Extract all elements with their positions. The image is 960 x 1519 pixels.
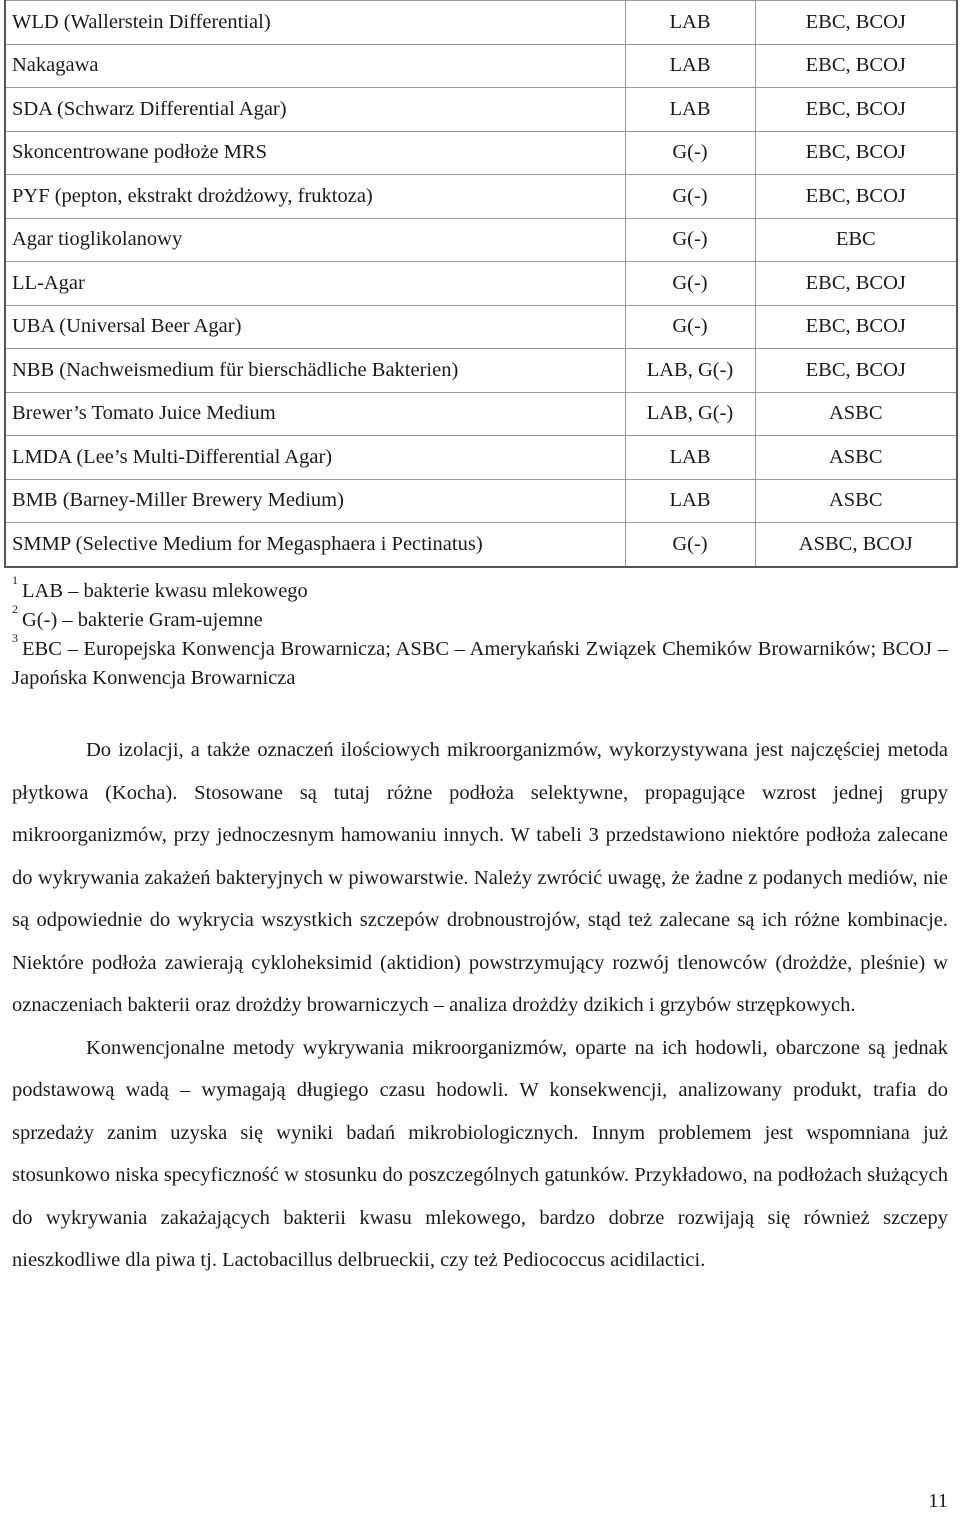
conventions-cell: EBC, BCOJ	[755, 349, 957, 393]
organisms-cell: G(-)	[625, 305, 755, 349]
footnote-1	[12, 573, 948, 606]
organisms-cell: G(-)	[625, 218, 755, 262]
organisms-cell: G(-)	[625, 175, 755, 219]
table-row	[5, 44, 957, 88]
table-row	[5, 131, 957, 175]
table-row	[5, 436, 957, 480]
organisms-cell: LAB	[625, 88, 755, 132]
page-number: 11	[928, 1490, 948, 1512]
conventions-cell: ASBC	[755, 479, 957, 523]
footnote-3	[12, 631, 948, 693]
conventions-cell: EBC, BCOJ	[755, 88, 957, 132]
conventions-cell: EBC, BCOJ	[755, 305, 957, 349]
table-row	[5, 305, 957, 349]
table-row	[5, 523, 957, 567]
footnote-mark: 2	[12, 602, 18, 616]
table-body	[5, 1, 957, 567]
medium-name-cell: Agar tioglikolanowy	[5, 218, 625, 262]
table-row	[5, 218, 957, 262]
conventions-cell: EBC	[755, 218, 957, 262]
organisms-cell: G(-)	[625, 523, 755, 567]
conventions-cell: EBC, BCOJ	[755, 1, 957, 45]
conventions-cell: EBC, BCOJ	[755, 131, 957, 175]
organisms-cell: LAB	[625, 479, 755, 523]
medium-name-cell: UBA (Universal Beer Agar)	[5, 305, 625, 349]
medium-name-cell: Skoncentrowane podłoże MRS	[5, 131, 625, 175]
footnote-mark: 1	[12, 573, 18, 587]
conventions-cell: ASBC	[755, 436, 957, 480]
footnote-mark: 3	[12, 631, 18, 645]
body-text	[12, 729, 948, 1282]
conventions-cell: EBC, BCOJ	[755, 44, 957, 88]
medium-name-cell: Nakagawa	[5, 44, 625, 88]
table-footnotes	[12, 573, 948, 693]
organisms-cell: G(-)	[625, 262, 755, 306]
medium-name-cell: BMB (Barney-Miller Brewery Medium)	[5, 479, 625, 523]
table-row	[5, 175, 957, 219]
organisms-cell: LAB	[625, 436, 755, 480]
organisms-cell: LAB, G(-)	[625, 392, 755, 436]
table-row	[5, 479, 957, 523]
table-row	[5, 262, 957, 306]
paragraph: Do izolacji, a także oznaczeń ilościowych mikroorganizmów, wykorzystywana jest najczęściej metoda płytkowa (Kocha). Stosowane są tutaj różne podłoża selektywne, propagujące wzrost jednej grupy mikroorganizmów, przy jednoczesnym hamowaniu innych. W tabeli 3 przedstawiono niektóre podłoża zalecane do wykrywania zakażeń bakteryjnych w piwowarstwie. Należy zwrócić uwagę, że żadne z podanych mediów, nie są odpowiednie do wykrycia wszystkich szczepów drobnoustrojów, stąd też zalecane są ich różne kombinacje. Niektóre podłoża zawierają cykloheksimid (aktidion) powstrzymujący rozwój tlenowców (drożdże, pleśnie) w oznaczeniach bakterii oraz drożdży browarniczych – analiza drożdży dzikich i grzybów strzępkowych.	[12, 739, 948, 1016]
table-row	[5, 1, 957, 45]
conventions-cell: ASBC	[755, 392, 957, 436]
culture-media-table	[4, 0, 958, 568]
medium-name-cell: WLD (Wallerstein Differential)	[5, 1, 625, 45]
footnote-2	[12, 602, 948, 635]
medium-name-cell: SMMP (Selective Medium for Megasphaera i Pectinatus)	[5, 523, 625, 567]
medium-name-cell: NBB (Nachweismedium für bierschädliche Bakterien)	[5, 349, 625, 393]
conventions-cell: EBC, BCOJ	[755, 175, 957, 219]
table-row	[5, 88, 957, 132]
organisms-cell: G(-)	[625, 131, 755, 175]
medium-name-cell: LMDA (Lee’s Multi-Differential Agar)	[5, 436, 625, 480]
conventions-cell: ASBC, BCOJ	[755, 523, 957, 567]
footnote-text: EBC – Europejska Konwencja Browarnicza; ASBC – Amerykański Związek Chemików Browarników; BCOJ – Japońska Konwencja Browarnicza	[12, 638, 948, 689]
paragraph: Konwencjonalne metody wykrywania mikroorganizmów, oparte na ich hodowli, obarczone są jednak podstawową wadą – wymagają długiego czasu hodowli. W konsekwencji, analizowany produkt, trafia do sprzedaży zanim uzyska się wyniki badań mikrobiologicznych. Innym problemem jest wspomniana już stosunkowo niska specyficzność w stosunku do poszczególnych gatunków. Przykładowo, na podłożach służących do wykrywania zakażających bakterii kwasu mlekowego, bardzo dobrze rozwijają się również szczepy nieszkodliwe dla piwa tj. Lactobacillus delbrueckii, czy też Pediococcus acidilactici.	[12, 1036, 948, 1271]
footnote-text: G(-) – bakterie Gram-ujemne	[22, 609, 263, 631]
conventions-cell: EBC, BCOJ	[755, 262, 957, 306]
footnote-text: LAB – bakterie kwasu mlekowego	[22, 580, 308, 602]
table-row	[5, 349, 957, 393]
organisms-cell: LAB	[625, 1, 755, 45]
organisms-cell: LAB	[625, 44, 755, 88]
medium-name-cell: PYF (pepton, ekstrakt drożdżowy, fruktoza)	[5, 175, 625, 219]
medium-name-cell: Brewer’s Tomato Juice Medium	[5, 392, 625, 436]
organisms-cell: LAB, G(-)	[625, 349, 755, 393]
table-row	[5, 392, 957, 436]
medium-name-cell: LL-Agar	[5, 262, 625, 306]
medium-name-cell: SDA (Schwarz Differential Agar)	[5, 88, 625, 132]
